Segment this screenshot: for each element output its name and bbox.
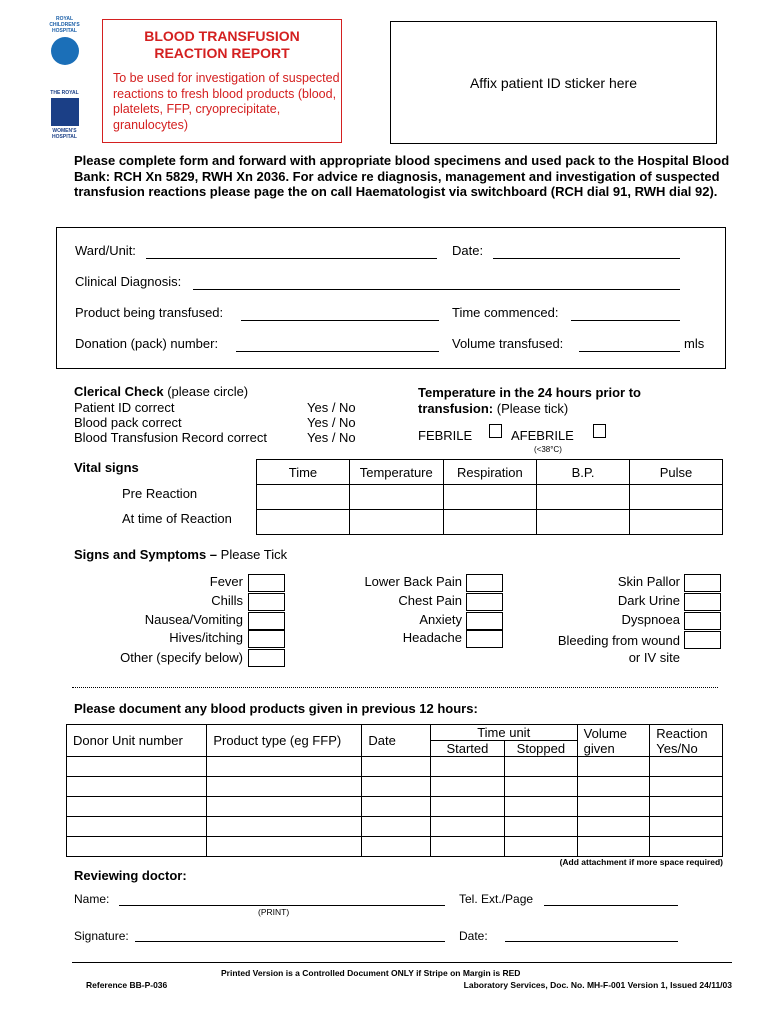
products-cell[interactable] — [430, 777, 504, 797]
clerical-row-options[interactable]: Yes / No — [307, 430, 356, 445]
febrile-checkbox[interactable] — [489, 424, 502, 438]
products-cell[interactable] — [67, 777, 207, 797]
controlled-doc-note: Printed Version is a Controlled Document ONLY if Stripe on Margin is RED — [221, 968, 521, 978]
symptom-checkbox[interactable] — [248, 593, 285, 611]
clerical-row-options[interactable]: Yes / No — [307, 415, 356, 430]
products-cell[interactable] — [67, 817, 207, 837]
products-cell[interactable] — [430, 817, 504, 837]
vitals-col-header: Pulse — [629, 460, 722, 485]
reviewer-date-field[interactable] — [505, 941, 678, 942]
temperature-heading-line2 — [418, 401, 568, 416]
time-commenced-field[interactable] — [571, 320, 680, 321]
afebrile-threshold: (<38°C) — [534, 445, 562, 454]
rwh-logo — [42, 90, 87, 140]
clerical-heading — [74, 384, 248, 399]
symptoms-heading — [74, 547, 287, 562]
products-col-type: Product type (eg FFP) — [207, 725, 362, 757]
temperature-heading-line1: Temperature in the 24 hours prior to — [418, 385, 641, 400]
products-cell[interactable] — [362, 817, 430, 837]
products-col-donor: Donor Unit number — [67, 725, 207, 757]
products-cell[interactable] — [505, 777, 578, 797]
reviewer-heading: Reviewing doctor: — [74, 868, 187, 883]
symptom-checkbox[interactable] — [248, 630, 285, 648]
symptom-label: Nausea/Vomiting — [144, 612, 243, 627]
products-col-volume — [577, 725, 650, 757]
clerical-heading-note: (please circle) — [163, 384, 249, 399]
afebrile-checkbox[interactable] — [593, 424, 606, 438]
reviewer-tel-field[interactable] — [544, 905, 678, 906]
symptom-checkbox[interactable] — [466, 593, 503, 611]
products-col-reaction — [650, 725, 723, 757]
date-field[interactable] — [493, 258, 680, 259]
clerical-row-label: Blood pack correct — [74, 415, 182, 430]
symptom-checkbox[interactable] — [466, 630, 503, 648]
vitals-cell[interactable] — [257, 510, 350, 535]
donation-field[interactable] — [236, 351, 439, 352]
symptom-checkbox[interactable] — [684, 574, 721, 592]
vitals-cell[interactable] — [537, 510, 630, 535]
ward-label: Ward/Unit: — [75, 243, 136, 258]
products-cell[interactable] — [67, 757, 207, 777]
products-col-stopped: Stopped — [505, 741, 578, 757]
products-cell[interactable] — [362, 797, 430, 817]
afebrile-label: AFEBRILE — [511, 428, 574, 443]
febrile-label: FEBRILE — [418, 428, 473, 443]
symptom-label: Fever — [209, 574, 243, 589]
vitals-cell[interactable] — [349, 510, 443, 535]
products-cell[interactable] — [207, 837, 362, 857]
rwh-logo-icon — [51, 98, 79, 126]
rwh-logo-caption-top: THE ROYAL — [50, 90, 79, 96]
reviewer-name-field[interactable] — [119, 905, 445, 906]
rch-logo — [42, 16, 87, 65]
symptom-checkbox[interactable] — [684, 612, 721, 630]
volume-unit: mls — [684, 336, 705, 351]
symptom-label: Chest Pain — [398, 593, 462, 608]
products-col-date: Date — [362, 725, 430, 757]
symptom-checkbox[interactable] — [248, 574, 285, 592]
rch-logo-caption: ROYAL CHILDREN'S HOSPITAL — [49, 16, 80, 34]
products-col-time-unit: Time unit — [430, 725, 577, 741]
symptoms-heading-text: Signs and Symptoms – — [74, 547, 218, 562]
product-field[interactable] — [241, 320, 439, 321]
products-cell[interactable] — [430, 797, 504, 817]
rch-logo-icon — [51, 37, 79, 65]
products-cell[interactable] — [207, 777, 362, 797]
products-cell[interactable] — [67, 837, 207, 857]
products-cell[interactable] — [650, 777, 723, 797]
symptom-label: Hives/itching — [169, 630, 243, 645]
vitals-cell[interactable] — [443, 485, 537, 510]
products-cell[interactable] — [207, 757, 362, 777]
products-cell[interactable] — [362, 757, 430, 777]
symptom-checkbox[interactable] — [466, 612, 503, 630]
vitals-col-header: B.P. — [537, 460, 630, 485]
products-cell[interactable] — [67, 797, 207, 817]
form-title-line2: REACTION REPORT — [154, 45, 290, 61]
section-divider — [72, 687, 718, 688]
products-cell[interactable] — [650, 757, 723, 777]
products-cell[interactable] — [362, 837, 430, 857]
clerical-row-label: Patient ID correct — [74, 400, 175, 415]
date-label: Date: — [452, 243, 484, 258]
symptom-label: Anxiety — [419, 612, 462, 627]
symptoms-heading-note: Please Tick — [217, 547, 288, 562]
vitals-cell[interactable] — [629, 485, 722, 510]
symptom-checkbox[interactable] — [248, 649, 285, 667]
temperature-heading-note: (Please tick) — [493, 401, 569, 416]
products-cell[interactable] — [650, 837, 723, 857]
symptom-label: Chills — [211, 593, 243, 608]
products-cell[interactable] — [362, 777, 430, 797]
products-col-started: Started — [430, 741, 504, 757]
patient-sticker-area[interactable] — [390, 21, 717, 144]
symptom-checkbox[interactable] — [684, 593, 721, 611]
products-cell[interactable] — [505, 757, 578, 777]
attachment-note: (Add attachment if more space required) — [559, 857, 723, 867]
symptom-label: Lower Back Pain — [364, 574, 462, 589]
vitals-cell[interactable] — [257, 485, 350, 510]
vitals-row-label: Pre Reaction — [122, 486, 198, 501]
vitals-table — [256, 459, 723, 535]
ward-field[interactable] — [146, 258, 437, 259]
time-commenced-label: Time commenced: — [452, 305, 559, 320]
symptom-label: Skin Pallor — [617, 574, 680, 589]
vitals-heading: Vital signs — [74, 460, 139, 475]
products-col-volume-line2: given — [583, 740, 615, 756]
clerical-row-label: Blood Transfusion Record correct — [74, 430, 267, 445]
reviewer-name-label: Name: — [74, 892, 110, 906]
reviewer-tel-label: Tel. Ext./Page — [459, 892, 534, 906]
symptom-label: Dark Urine — [617, 593, 680, 608]
products-col-reaction-line2: Yes/No — [656, 740, 698, 756]
products-cell[interactable] — [577, 797, 650, 817]
footer-divider — [72, 962, 732, 963]
symptom-label: Bleeding from wound — [557, 633, 680, 648]
products-cell[interactable] — [207, 817, 362, 837]
donation-label: Donation (pack) number: — [75, 336, 219, 351]
reference-number: Reference BB-P-036 — [86, 980, 168, 990]
products-cell[interactable] — [577, 777, 650, 797]
products-cell[interactable] — [650, 797, 723, 817]
products-cell[interactable] — [430, 837, 504, 857]
diagnosis-field[interactable] — [193, 289, 680, 290]
form-title-line1: BLOOD TRANSFUSION — [144, 28, 300, 44]
vitals-cell[interactable] — [629, 510, 722, 535]
products-heading: Please document any blood products given in previous 12 hours: — [74, 701, 478, 716]
products-cell[interactable] — [505, 797, 578, 817]
clerical-heading-text: Clerical Check — [74, 384, 164, 399]
reviewer-signature-label: Signature: — [74, 929, 129, 943]
rwh-logo-caption-bottom: WOMEN'S HOSPITAL — [52, 128, 77, 140]
symptom-checkbox[interactable] — [684, 631, 721, 649]
sticker-label: Affix patient ID sticker here — [469, 74, 638, 91]
symptom-label: Dyspnoea — [621, 612, 680, 627]
reviewer-print-note: (PRINT) — [258, 907, 290, 917]
symptom-label: Headache — [402, 630, 462, 645]
symptom-label: or IV site — [628, 650, 680, 665]
vitals-col-header: Time — [257, 460, 350, 485]
title-box — [102, 19, 342, 143]
products-cell[interactable] — [650, 817, 723, 837]
volume-field[interactable] — [579, 351, 680, 352]
symptom-label: Other (specify below) — [120, 650, 243, 665]
clerical-row-options[interactable]: Yes / No — [307, 400, 356, 415]
volume-label: Volume transfused: — [452, 336, 564, 351]
form-subtitle: To be used for investigation of suspected reactions to fresh blood products (blood, platelets, FFP, cryoprecipitate, granulocytes) — [113, 71, 340, 132]
vitals-col-header: Temperature — [349, 460, 443, 485]
products-cell[interactable] — [505, 817, 578, 837]
reviewer-date-label: Date: — [459, 929, 488, 943]
vitals-col-header: Respiration — [443, 460, 537, 485]
products-col-reaction-line1: Reaction — [656, 725, 708, 741]
document-info: Laboratory Services, Doc. No. MH-F-001 Version 1, Issued 24/11/03 — [463, 980, 732, 990]
products-cell[interactable] — [430, 757, 504, 777]
products-col-volume-line1: Volume — [583, 725, 628, 741]
reviewer-signature-field[interactable] — [135, 941, 445, 942]
symptom-checkbox[interactable] — [466, 574, 503, 592]
diagnosis-label: Clinical Diagnosis: — [75, 274, 182, 289]
products-cell[interactable] — [577, 757, 650, 777]
vitals-row-label: At time of Reaction — [122, 511, 232, 526]
products-table — [66, 724, 723, 857]
products-cell[interactable] — [505, 837, 578, 857]
temperature-heading-text: transfusion: — [418, 401, 494, 416]
products-cell[interactable] — [207, 797, 362, 817]
symptom-checkbox[interactable] — [248, 612, 285, 630]
products-cell[interactable] — [577, 837, 650, 857]
vitals-cell[interactable] — [349, 485, 443, 510]
products-cell[interactable] — [577, 817, 650, 837]
product-label: Product being transfused: — [75, 305, 224, 320]
vitals-cell[interactable] — [443, 510, 537, 535]
vitals-cell[interactable] — [537, 485, 630, 510]
intro-text: Please complete form and forward with appropriate blood specimens and used pack to the Hospital Blood Bank: RCH Xn 5829, RWH Xn 2036. For advice re diagnosis, management and investigation of suspected transfusion reactions please page the on call Haematologist via switchboard (RCH dial 91, RWH dial 92). — [74, 153, 730, 199]
